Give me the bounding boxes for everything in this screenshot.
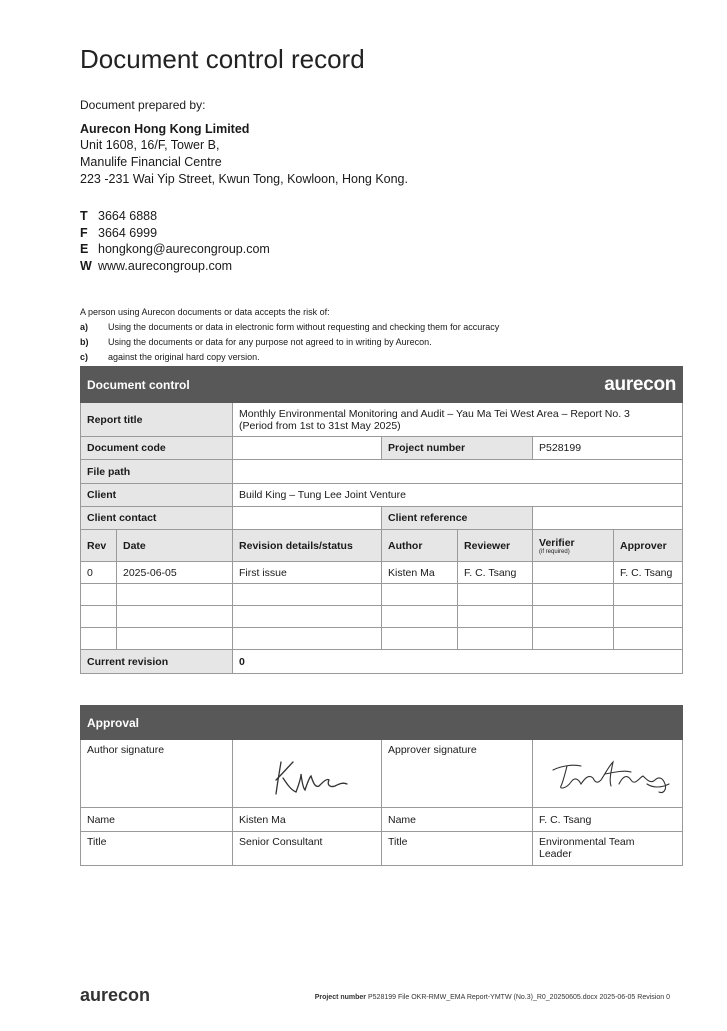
approval-heading: Approval [81, 706, 683, 740]
client-contact-label: Client contact [81, 507, 233, 530]
approver-signature [533, 740, 683, 808]
approval-header-row [81, 706, 683, 740]
file-path-row [81, 460, 683, 484]
revision-author: Kisten Ma [382, 562, 458, 584]
client-contact-value [233, 507, 382, 530]
address-line: 223 -231 Wai Yip Street, Kwun Tong, Kowloon, Hong Kong. [80, 172, 408, 186]
revision-verifier [533, 562, 614, 584]
prepared-by-label: Document prepared by: [80, 98, 206, 112]
revision-date: 2025-06-05 [117, 562, 233, 584]
contact-phone: T 3664 6888 [80, 209, 158, 223]
company-name: Aurecon Hong Kong Limited [80, 122, 250, 136]
report-title-value: Monthly Environmental Monitoring and Audit – Yau Ma Tei West Area – Report No. 3 (Period from 1st to 31st May 2025) [233, 403, 683, 437]
approver-title: Environmental Team Leader [533, 832, 683, 866]
document-control-table [80, 366, 683, 674]
author-name-label: Name [81, 808, 233, 832]
current-revision-value: 0 [233, 650, 683, 674]
col-reviewer: Reviewer [458, 530, 533, 562]
disclaimer-item: a) Using the documents or data in electronic form without requesting and checking them for accuracy [80, 322, 500, 332]
client-row [81, 484, 683, 507]
name-row [81, 808, 683, 832]
col-verifier: Verifier (if required) [533, 530, 614, 562]
project-number-value: P528199 [533, 437, 683, 460]
author-signature-image [239, 744, 389, 804]
disclaimer-block [80, 305, 499, 365]
signature-row [81, 740, 683, 808]
revision-row [81, 562, 683, 584]
address-line: Unit 1608, 16/F, Tower B, [80, 138, 220, 152]
approver-name: F. C. Tsang [533, 808, 683, 832]
page-title: Document control record [80, 44, 365, 74]
footer-logo: aurecon [80, 985, 151, 1005]
revision-reviewer: F. C. Tsang [458, 562, 533, 584]
client-reference-label: Client reference [382, 507, 533, 530]
col-details: Revision details/status [233, 530, 382, 562]
approver-title-label: Title [382, 832, 533, 866]
aurecon-logo: aurecon [233, 367, 683, 403]
col-author: Author [382, 530, 458, 562]
disclaimer-intro: A person using Aurecon documents or data accepts the risk of: [80, 307, 330, 317]
file-path-label: File path [81, 460, 233, 484]
document-code-label: Document code [81, 437, 233, 460]
client-reference-value [533, 507, 683, 530]
file-path-value [233, 460, 683, 484]
report-title-label: Report title [81, 403, 233, 437]
prepared-by-block [80, 97, 408, 188]
contact-email: E hongkong@aurecongroup.com [80, 242, 270, 256]
author-signature [233, 740, 382, 808]
project-number-label: Project number [382, 437, 533, 460]
client-label: Client [81, 484, 233, 507]
document-control-heading: Document control [81, 367, 233, 403]
report-title-row [81, 403, 683, 437]
contact-web: W www.aurecongroup.com [80, 258, 233, 273]
disclaimer-item: c) against the original hard copy version. [80, 352, 260, 362]
document-control-header-row [81, 367, 683, 403]
approver-signature-image [539, 744, 689, 804]
revision-row-empty [81, 584, 683, 606]
revision-row-empty [81, 606, 683, 628]
author-title-label: Title [81, 832, 233, 866]
contact-block [80, 208, 270, 274]
disclaimer-item: b) Using the documents or data for any purpose not agreed to in writing by Aurecon. [80, 337, 432, 347]
client-contact-row [81, 507, 683, 530]
title-row [81, 832, 683, 866]
revision-header-row [81, 530, 683, 562]
current-revision-row [81, 650, 683, 674]
author-name: Kisten Ma [233, 808, 382, 832]
col-rev: Rev [81, 530, 117, 562]
revision-row-empty [81, 628, 683, 650]
document-code-value [233, 437, 382, 460]
approver-name-label: Name [382, 808, 533, 832]
address-line: Manulife Financial Centre [80, 155, 222, 169]
approver-signature-label: Approver signature [382, 740, 533, 808]
footer-info: Project number P528199 File OKR-RMW_EMA Report-YMTW (No.3)_R0_20250605.docx 2025-06-05 Revision 0 [314, 994, 670, 1001]
revision-approver: F. C. Tsang [614, 562, 683, 584]
approval-table [80, 705, 683, 866]
author-title: Senior Consultant [233, 832, 382, 866]
revision-rev: 0 [81, 562, 117, 584]
document-code-row [81, 437, 683, 460]
col-date: Date [117, 530, 233, 562]
col-approver: Approver [614, 530, 683, 562]
contact-fax: F 3664 6999 [80, 225, 158, 240]
author-signature-label: Author signature [81, 740, 233, 808]
current-revision-label: Current revision [81, 650, 233, 674]
client-value: Build King – Tung Lee Joint Venture [233, 484, 683, 507]
revision-details: First issue [233, 562, 382, 584]
